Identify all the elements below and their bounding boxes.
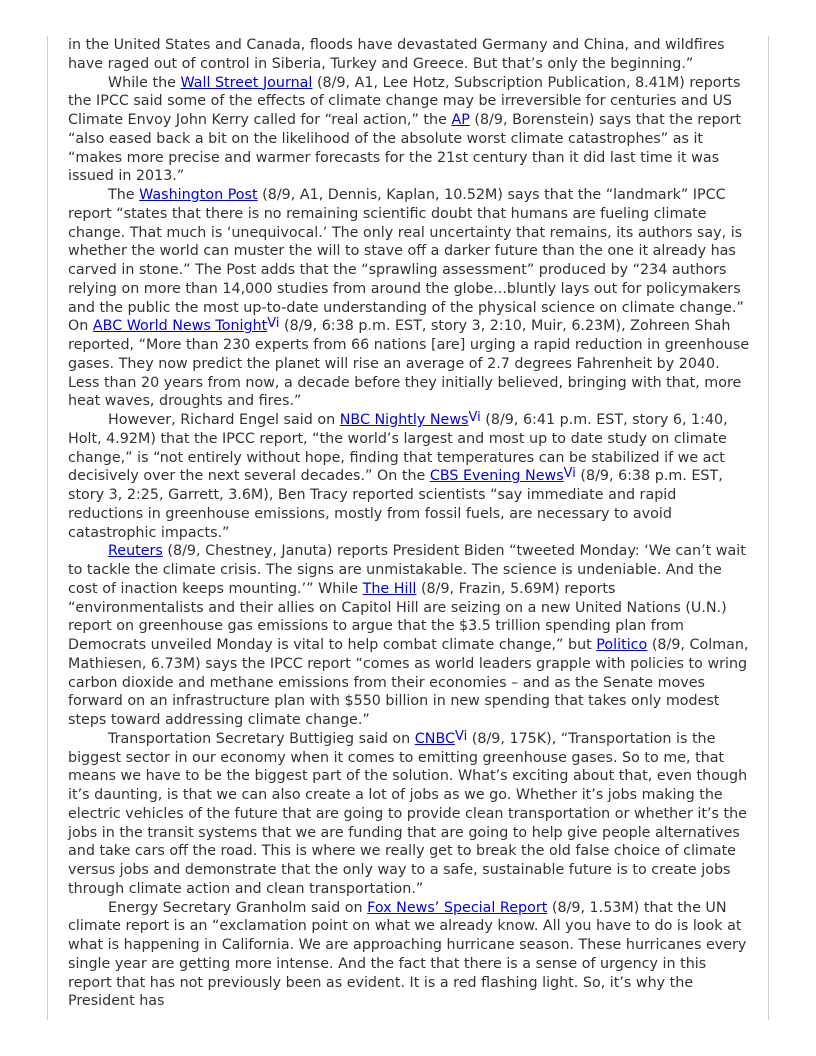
video-icon[interactable]: Vi — [267, 316, 280, 332]
text: (8/9, 175K), “Transportation is the biggest sector in our economy when it comes to emitting greenhouse gases. So to me, that means we have to be the biggest part of the solution. What’s exciting about that, even though it’s daunting, is that we can also create a lot of jobs as we go. Whether it’s jobs making the electric vehicles of the future that are going to provide clean transportation or whether it’s the jobs in the transit systems that we are funding that are going to help give people alternatives and take cars off the road. This is where we really get to break the old false choice of climate versus jobs and demonstrate that the only way to a safe, sustainable future is to create jobs through climate action and clean transportation.” — [68, 730, 748, 897]
link-abc-world-news-tonight[interactable]: ABC World News Tonight — [92, 318, 268, 335]
paragraph-reuters-hill-politico — [68, 542, 752, 730]
text: (8/9, 6:38 p.m. EST, story 3, 2:10, Muir, 6.23M), Zohreen Shah reported, “More than 230 experts from 66 nations [are] urging a rapid reduction in greenhouse gases. They now predict the planet will rise an average of 2.7 degrees Fahrenheit by 2040. Less than 20 years from now, a decade before they initially believed, bringing with that, more heat waves, droughts and fires.” — [68, 318, 750, 410]
link-nbc-nightly-news[interactable]: NBC Nightly News — [339, 412, 469, 428]
paragraph-washington-post — [68, 186, 752, 317]
text: Transportation Secretary Buttigieg said on — [108, 730, 415, 747]
text: (8/9, Borenstein) says that the report “also eased back a bit on the likelihood of the absolute worst climate catastrophes” as it “makes more precise and warmer forecasts for the 21st century than it did last time it was issued in 2013.” — [68, 112, 741, 185]
text: The — [108, 187, 140, 203]
link-reuters[interactable]: Reuters — [108, 543, 163, 560]
paragraph-buttigieg-cnbc — [68, 730, 752, 899]
link-washington-post[interactable]: Washington Post — [139, 187, 258, 203]
link-politico[interactable]: Politico — [596, 637, 648, 653]
link-the-hill[interactable]: The Hill — [362, 580, 417, 597]
paragraph-wsj-ap — [68, 74, 752, 187]
link-cbs-evening-news[interactable]: CBS Evening News — [429, 468, 564, 485]
video-icon[interactable]: Vi — [455, 728, 468, 744]
text: (8/9, A1, Lee Hotz, Subscription Publication, 8.41M) reports the IPCC said some of the effects of climate change may be irreversible for centuries and US Climate Envoy John Kerry called for “real action,” the — [68, 74, 741, 128]
text: However, Richard Engel said on — [108, 412, 340, 428]
link-cnbc[interactable]: CNBC — [414, 730, 456, 747]
text: (8/9, Chestney, Januta) reports President Biden “tweeted Monday: ‘We can’t wait to tackle the climate crisis. The signs are unmistakable. The science is undeniable. And the cost of inaction keeps mounting.’” While — [68, 543, 746, 597]
paragraph-nbc-cbs — [68, 411, 752, 542]
paragraph-granholm-fox — [68, 899, 752, 1012]
paragraph-abc-world-news — [68, 317, 752, 411]
paragraph-floods — [68, 36, 752, 74]
article-body — [68, 36, 752, 1011]
link-fox-news-special-report[interactable]: Fox News’ Special Report — [367, 899, 548, 916]
text: (8/9, 6:38 p.m. EST, story 3, 2:25, Garrett, 3.6M), Ben Tracy reported scientists “say immediate and rapid reductions in greenhouse emissions, mostly from fossil fuels, are necessary to avoid catastrophic impacts.” — [68, 468, 723, 541]
text: On — [68, 318, 93, 335]
text: in the United States and Canada, floods have devastated Germany and China, and wildfires have raged out of control in Siberia, Turkey and Greece. But that’s only the beginning.” — [68, 37, 725, 72]
text: (8/9, Frazin, 5.69M) reports “environmentalists and their allies on Capitol Hill are seizing on a new United Nations (U.N.) report on greenhouse gas emissions to argue that the $3.5 trillion spending plan from Democrats unveiled Monday is vital to help combat climate change,” but — [68, 580, 727, 653]
left-margin-rule — [47, 36, 48, 1020]
link-ap[interactable]: AP — [451, 112, 470, 128]
text: (8/9, A1, Dennis, Kaplan, 10.52M) says that the “landmark” IPCC report “states that there is no remaining scientific doubt that humans are fueling climate change. That much is ‘unequivocal.’ The only real uncertainty that remains, its authors say, is whether the world can muster the will to stave off a darker future than the one it already has carved in stone.” The Post adds that the “sprawling assessment” produced by “234 authors relying on more than 14,000 studies from around the globe...bluntly lays out for policymakers and the public the most up-to-date understanding of the physical science on climate change.” — [68, 187, 744, 316]
right-margin-rule — [768, 36, 769, 1020]
text: While the — [108, 74, 181, 91]
text: (8/9, Colman, Mathiesen, 6.73M) says the IPCC report “comes as world leaders grapple with policies to wring carbon dioxide and methane emissions from their economies – and as the Senate moves forward on an infrastructure plan with $550 billion in new spending that takes only modest steps toward addressing climate change.” — [68, 637, 749, 728]
link-wall-street-journal[interactable]: Wall Street Journal — [180, 74, 313, 91]
text: Energy Secretary Granholm said on — [108, 899, 368, 916]
video-icon[interactable]: Vi — [563, 466, 576, 482]
video-icon[interactable]: Vi — [468, 410, 481, 425]
text: (8/9, 1.53M) that the UN climate report is an “exclamation point on what we already know. All you have to do is look at what is happening in California. We are approaching hurricane season. These hurricanes every single year are getting more intense. And the fact that there is a sense of urgency in this report that has not previously been as evident. It is a red flashing light. So, it’s why the President has — [68, 899, 747, 1010]
text: (8/9, 6:41 p.m. EST, story 6, 1:40, Holt, 4.92M) that the IPCC report, “the world’s largest and most up to date study on climate change,” is “not entirely without hope, finding that temperatures can be stabilized if we act decisively over the next several decades.” On the — [68, 412, 728, 485]
